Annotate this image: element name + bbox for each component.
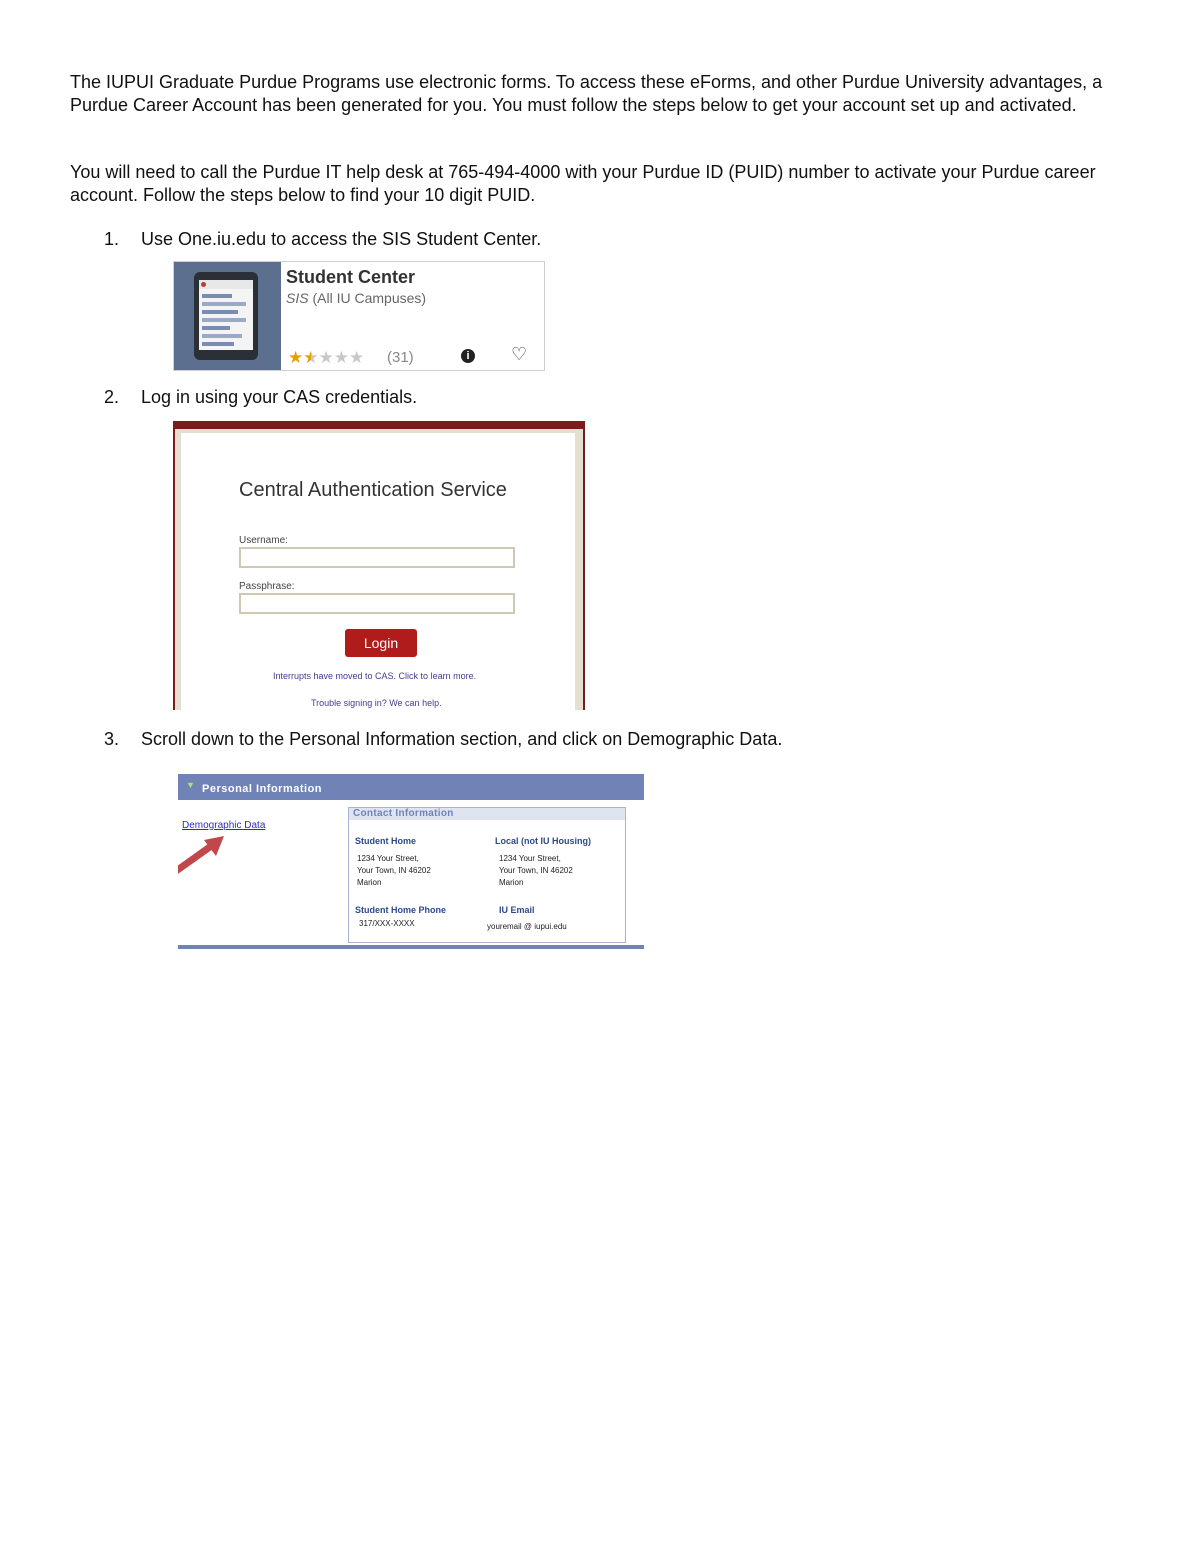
star-icon: ★ [288, 348, 304, 367]
panel-bottom-border [178, 945, 644, 949]
student-home-label: Student Home [355, 836, 417, 846]
username-label: Username: [239, 535, 288, 546]
interrupts-notice-link[interactable]: Interrupts have moved to CAS. Click to learn more. [273, 671, 477, 681]
step-number: 3. [104, 729, 120, 749]
pointer-arrow-icon [178, 774, 238, 894]
personal-information-header[interactable] [178, 774, 644, 800]
rating-stars [288, 348, 364, 368]
login-button[interactable]: Login [345, 629, 417, 657]
username-input[interactable] [239, 547, 515, 568]
step-3 [104, 728, 782, 750]
rating-count: (31) [387, 349, 414, 366]
tablet-icon [194, 272, 258, 360]
local-address-label: Local (not IU Housing) [495, 836, 591, 846]
help-link[interactable]: Trouble signing in? We can help. [311, 698, 442, 708]
personal-information-title: Personal Information [202, 783, 323, 795]
home-phone-label: Student Home Phone [355, 905, 447, 915]
student-home-address: 1234 Your Street, Your Town, IN 46202 Marion [357, 854, 431, 887]
star-icon: ★ [349, 348, 365, 367]
heart-icon[interactable]: ♡ [511, 344, 528, 364]
passphrase-input[interactable] [239, 593, 515, 614]
step-number: 2. [104, 387, 120, 407]
step-number: 1. [104, 229, 120, 249]
caret-down-icon: ▼ [186, 780, 196, 790]
step-2 [104, 386, 417, 408]
star-icon: ★ [333, 348, 349, 367]
iu-email-label: IU Email [499, 905, 535, 915]
cas-title: Central Authentication Service [239, 479, 507, 501]
home-phone-value: 317/XXX-XXXX [359, 919, 415, 928]
intro-paragraph-2: You will need to call the Purdue IT help desk at 765-494-4000 with your Purdue ID (PUID) number to activate your Purdue career account. Follow the steps below to find your 10 digit PUID. [70, 162, 1096, 205]
info-icon[interactable]: i [461, 349, 475, 363]
step-text: Scroll down to the Personal Information section, and click on Demographic Data. [141, 729, 783, 749]
intro-paragraph-1: The IUPUI Graduate Purdue Programs use electronic forms. To access these eForms, and other Purdue University advantages, a Purdue Career Account has been generated for you. You must follow the steps below to get your account set up and activated. [70, 72, 1103, 115]
student-center-thumbnail [174, 262, 281, 370]
student-center-card[interactable] [173, 261, 545, 371]
cas-login-panel [173, 421, 585, 710]
contact-information-header: Contact Information [349, 808, 625, 820]
student-center-title: Student Center [286, 267, 416, 287]
step-text: Log in using your CAS credentials. [141, 387, 418, 407]
step-text: Use One.iu.edu to access the SIS Student Center. [141, 229, 542, 249]
contact-information-box [348, 807, 626, 943]
student-center-subtitle: SIS (All IU Campuses) [286, 290, 427, 306]
star-icon: ★ [318, 348, 334, 367]
step-1 [104, 228, 541, 250]
passphrase-label: Passphrase: [239, 581, 295, 592]
star-icon: ★ [303, 348, 319, 367]
personal-information-panel [178, 774, 644, 950]
local-address: 1234 Your Street, Your Town, IN 46202 Marion [499, 854, 573, 887]
iu-email-value: youremail @ iupui.edu [487, 922, 567, 931]
demographic-data-link[interactable]: Demographic Data [182, 820, 266, 831]
